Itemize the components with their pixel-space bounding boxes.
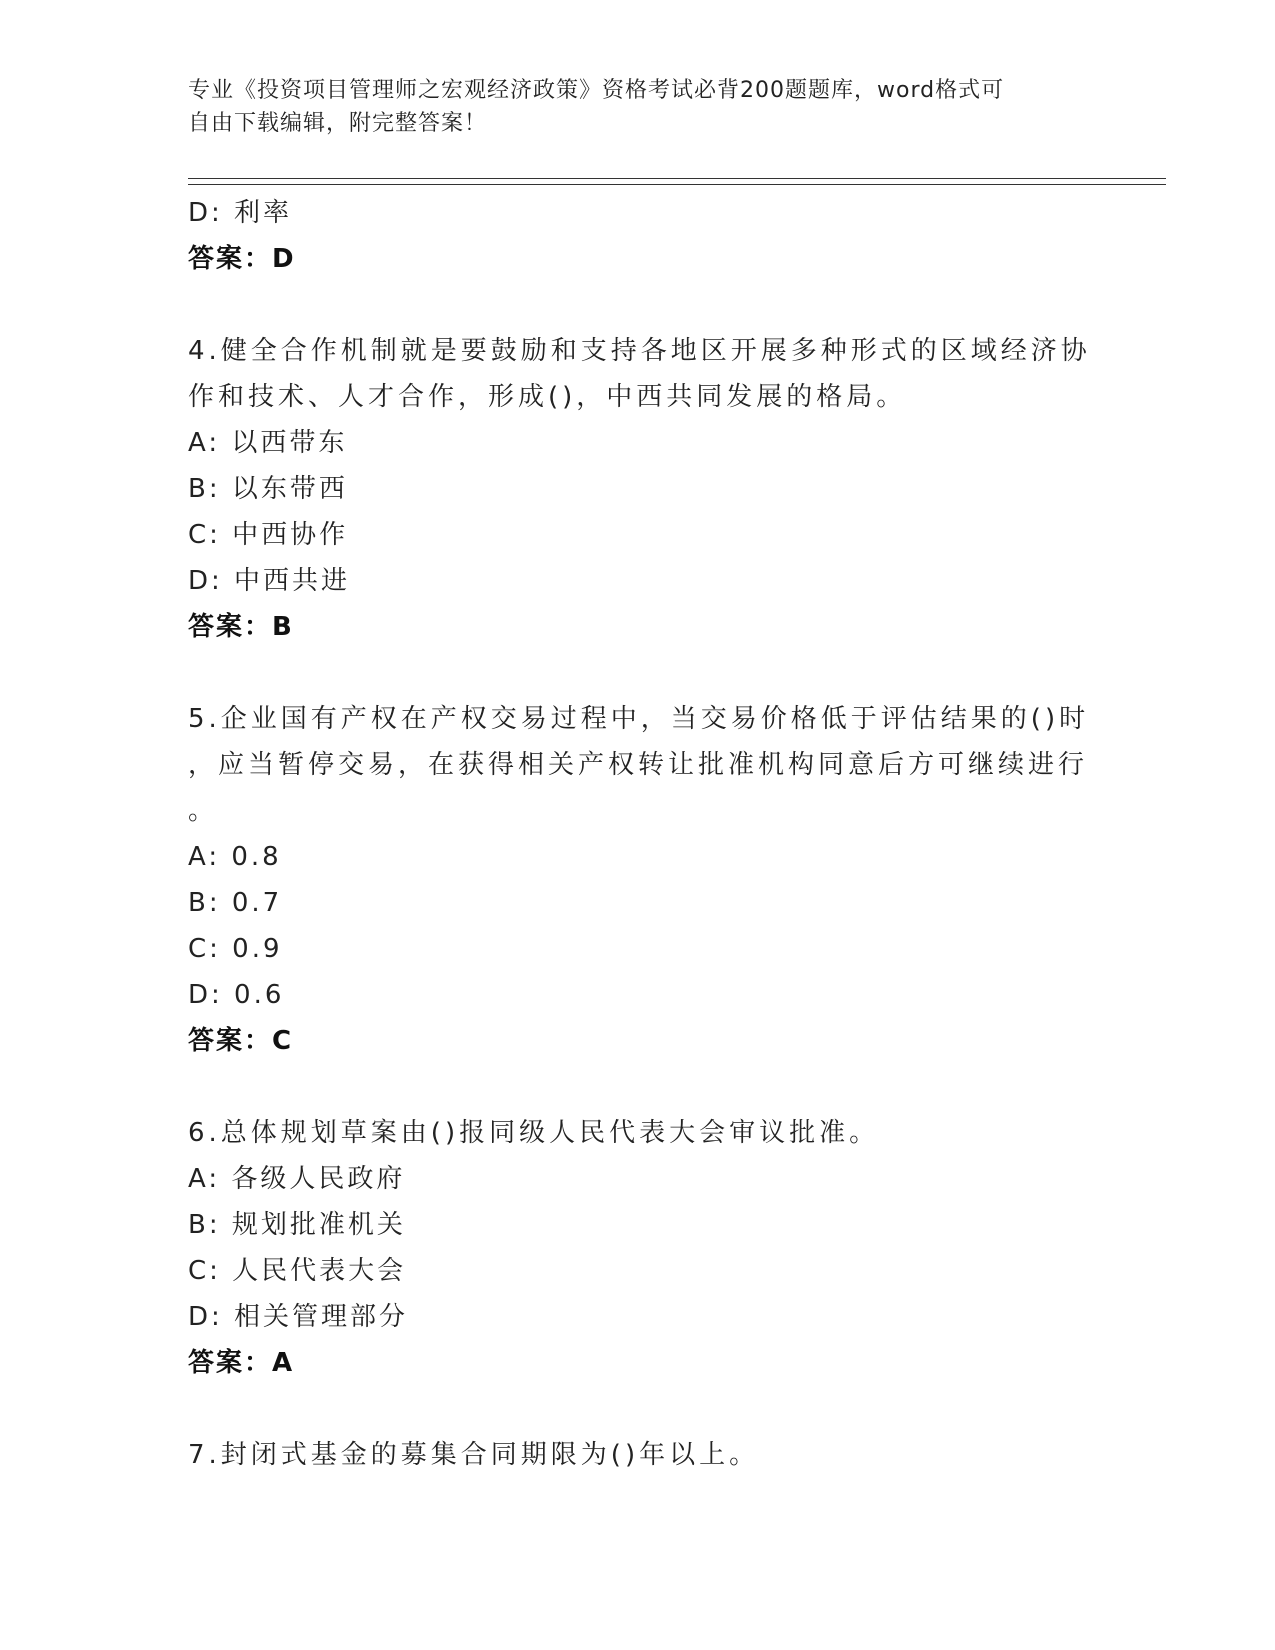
answer-line: 答案：B (188, 612, 294, 642)
question-7 (188, 1432, 1068, 1478)
question-line: ，应当暂停交易，在获得相关产权转让批准机构同意后方可继续进行 (188, 750, 1089, 780)
header-line-1: 专业《投资项目管理师之宏观经济政策》资格考试必背200题题库，word格式可 (188, 78, 1005, 103)
question-text (188, 1110, 1068, 1156)
question-line: 4.健全合作机制就是要鼓励和支持各地区开展多种形式的区域经济协 (188, 336, 1091, 366)
option-d: D: 相关管理部分 (188, 1302, 409, 1332)
option-c: C: 人民代表大会 (188, 1256, 407, 1286)
answer-line: 答案：A (188, 1348, 295, 1378)
answer-line: 答案：C (188, 1026, 294, 1056)
question-5 (188, 696, 1090, 1064)
question-line: 7.封闭式基金的募集合同期限为()年以上。 (188, 1440, 760, 1470)
question-6 (188, 1110, 1068, 1386)
option-a: A: 各级人民政府 (188, 1164, 406, 1194)
option-b: B: 0.7 (188, 888, 283, 918)
question-text (188, 696, 1090, 834)
partial-question (188, 190, 1068, 282)
question-text (188, 1432, 1068, 1478)
option-c: C: 中西协作 (188, 520, 349, 550)
question-line: 。 (188, 796, 219, 826)
question-4 (188, 328, 1091, 650)
document-header (188, 74, 1068, 140)
question-list (188, 190, 1091, 1478)
question-line: 作和技术、人才合作，形成()，中西共同发展的格局。 (188, 382, 907, 412)
answer-line: 答案：D (188, 244, 296, 274)
header-line-2: 自由下载编辑，附完整答案！ (188, 111, 488, 136)
question-line: 6.总体规划草案由()报同级人民代表大会审议批准。 (188, 1118, 880, 1148)
question-text (188, 328, 1091, 420)
question-line: 5.企业国有产权在产权交易过程中，当交易价格低于评估结果的()时 (188, 704, 1090, 734)
option-a: A: 0.8 (188, 842, 282, 872)
option-d: D: 0.6 (188, 980, 285, 1010)
option-d: D: 中西共进 (188, 566, 351, 596)
option-d: D: 利率 (188, 198, 293, 228)
option-a: A: 以西带东 (188, 428, 348, 458)
option-b: B: 规划批准机关 (188, 1210, 406, 1240)
header-divider-top (188, 178, 1166, 179)
header-divider-bottom (188, 184, 1166, 185)
option-c: C: 0.9 (188, 934, 283, 964)
option-b: B: 以东带西 (188, 474, 348, 504)
